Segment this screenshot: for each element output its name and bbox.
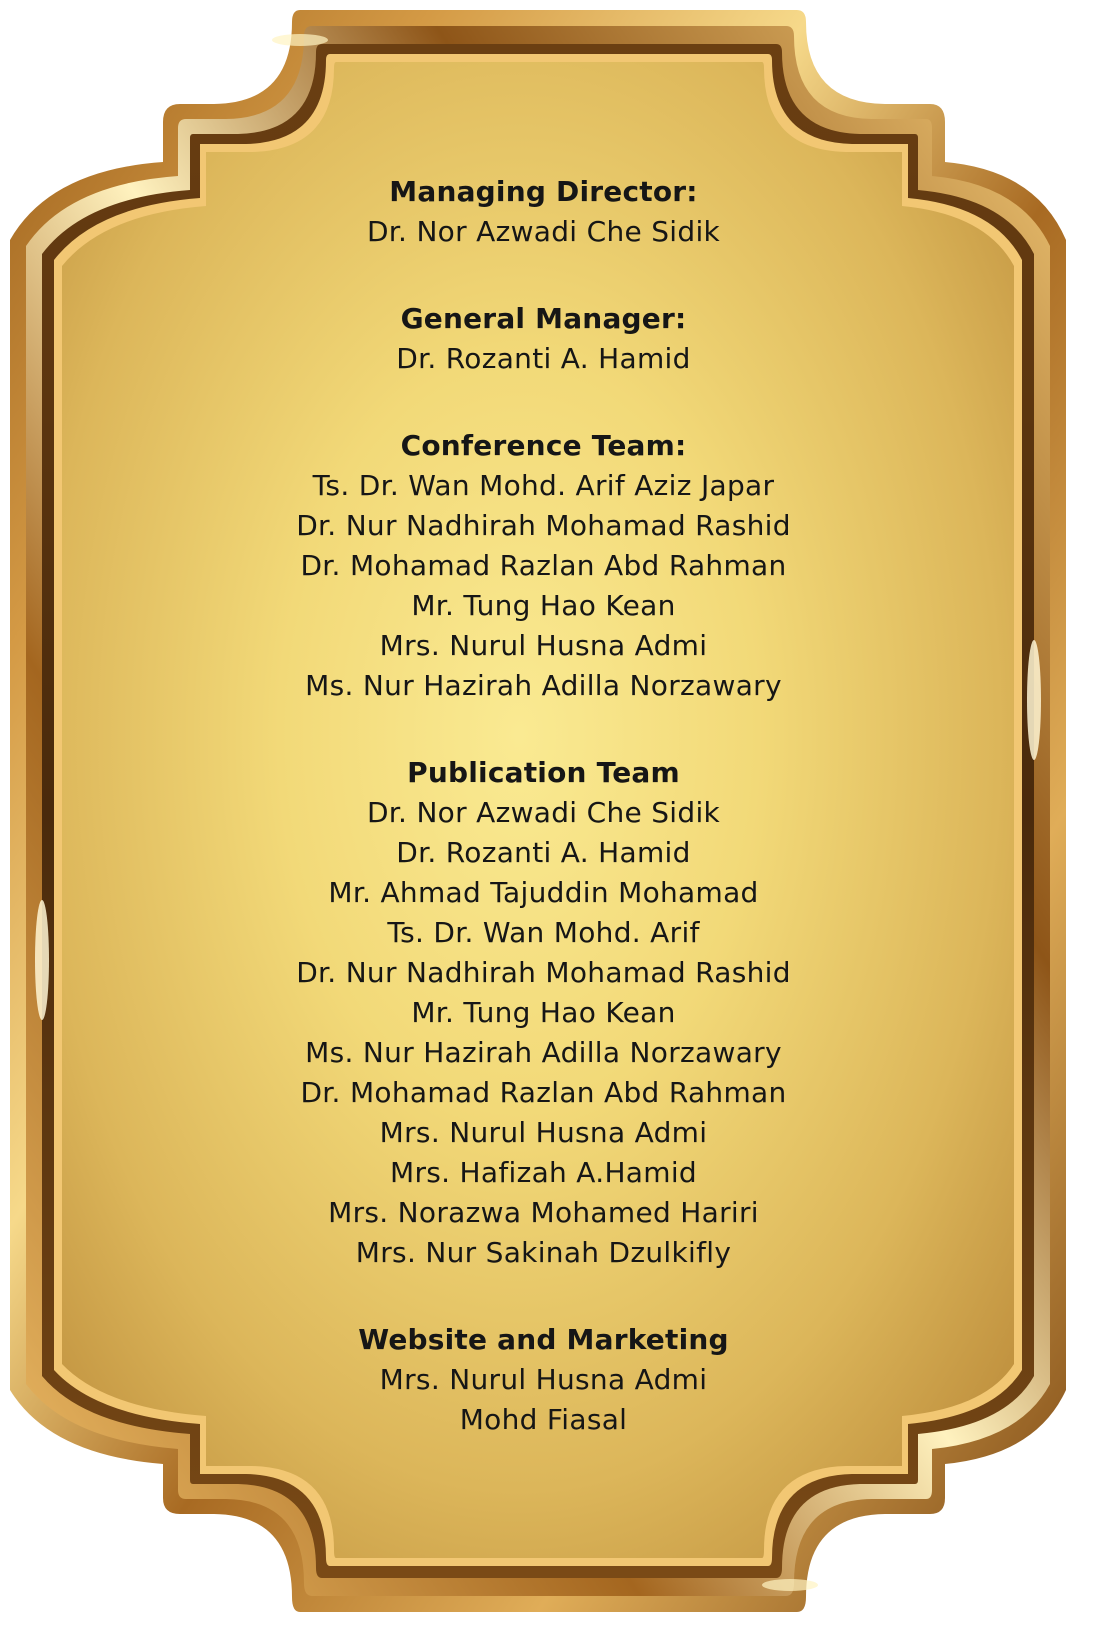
member-name: Ts. Dr. Wan Mohd. Arif Aziz Japar (312, 469, 775, 502)
section-conference-team (0, 426, 1087, 706)
section-managing-director (0, 172, 1087, 252)
member-name: Mr. Ahmad Tajuddin Mohamad (328, 876, 759, 909)
member-name: Dr. Mohamad Razlan Abd Rahman (300, 549, 787, 582)
section-general-manager (0, 299, 1087, 379)
member-name: Mrs. Norazwa Mohamed Hariri (328, 1196, 759, 1229)
member-name: Dr. Mohamad Razlan Abd Rahman (300, 1076, 787, 1109)
section-heading: Managing Director: (389, 175, 698, 208)
rim-glint-bottom (762, 1579, 818, 1591)
member-name: Dr. Rozanti A. Hamid (396, 836, 691, 869)
section-heading: Publication Team (407, 756, 680, 789)
section-publication-team (0, 753, 1087, 1273)
section-heading: Conference Team: (400, 429, 687, 462)
member-name: Mrs. Nurul Husna Admi (379, 1116, 708, 1149)
section-heading: General Manager: (400, 302, 687, 335)
member-name: Mrs. Nurul Husna Admi (379, 629, 708, 662)
member-name: Dr. Nor Azwadi Che Sidik (366, 796, 721, 829)
member-name: Dr. Nor Azwadi Che Sidik (366, 215, 721, 248)
section-website-marketing (0, 1320, 1087, 1440)
member-name: Mr. Tung Hao Kean (411, 589, 676, 622)
member-name: Ts. Dr. Wan Mohd. Arif (387, 916, 700, 949)
member-name: Mrs. Nur Sakinah Dzulkifly (355, 1236, 732, 1269)
member-name: Dr. Nur Nadhirah Mohamad Rashid (296, 956, 791, 989)
member-name: Mrs. Hafizah A.Hamid (389, 1156, 697, 1189)
rim-glint-top (272, 34, 328, 46)
member-name: Mrs. Nurul Husna Admi (379, 1363, 708, 1396)
member-name: Ms. Nur Hazirah Adilla Norzawary (305, 669, 782, 702)
member-name: Ms. Nur Hazirah Adilla Norzawary (305, 1036, 782, 1069)
member-name: Mr. Tung Hao Kean (411, 996, 676, 1029)
member-name: Dr. Rozanti A. Hamid (396, 342, 691, 375)
member-name: Mohd Fiasal (459, 1403, 628, 1436)
committee-credits (0, 172, 1087, 1487)
member-name: Dr. Nur Nadhirah Mohamad Rashid (296, 509, 791, 542)
section-heading: Website and Marketing (358, 1323, 729, 1356)
